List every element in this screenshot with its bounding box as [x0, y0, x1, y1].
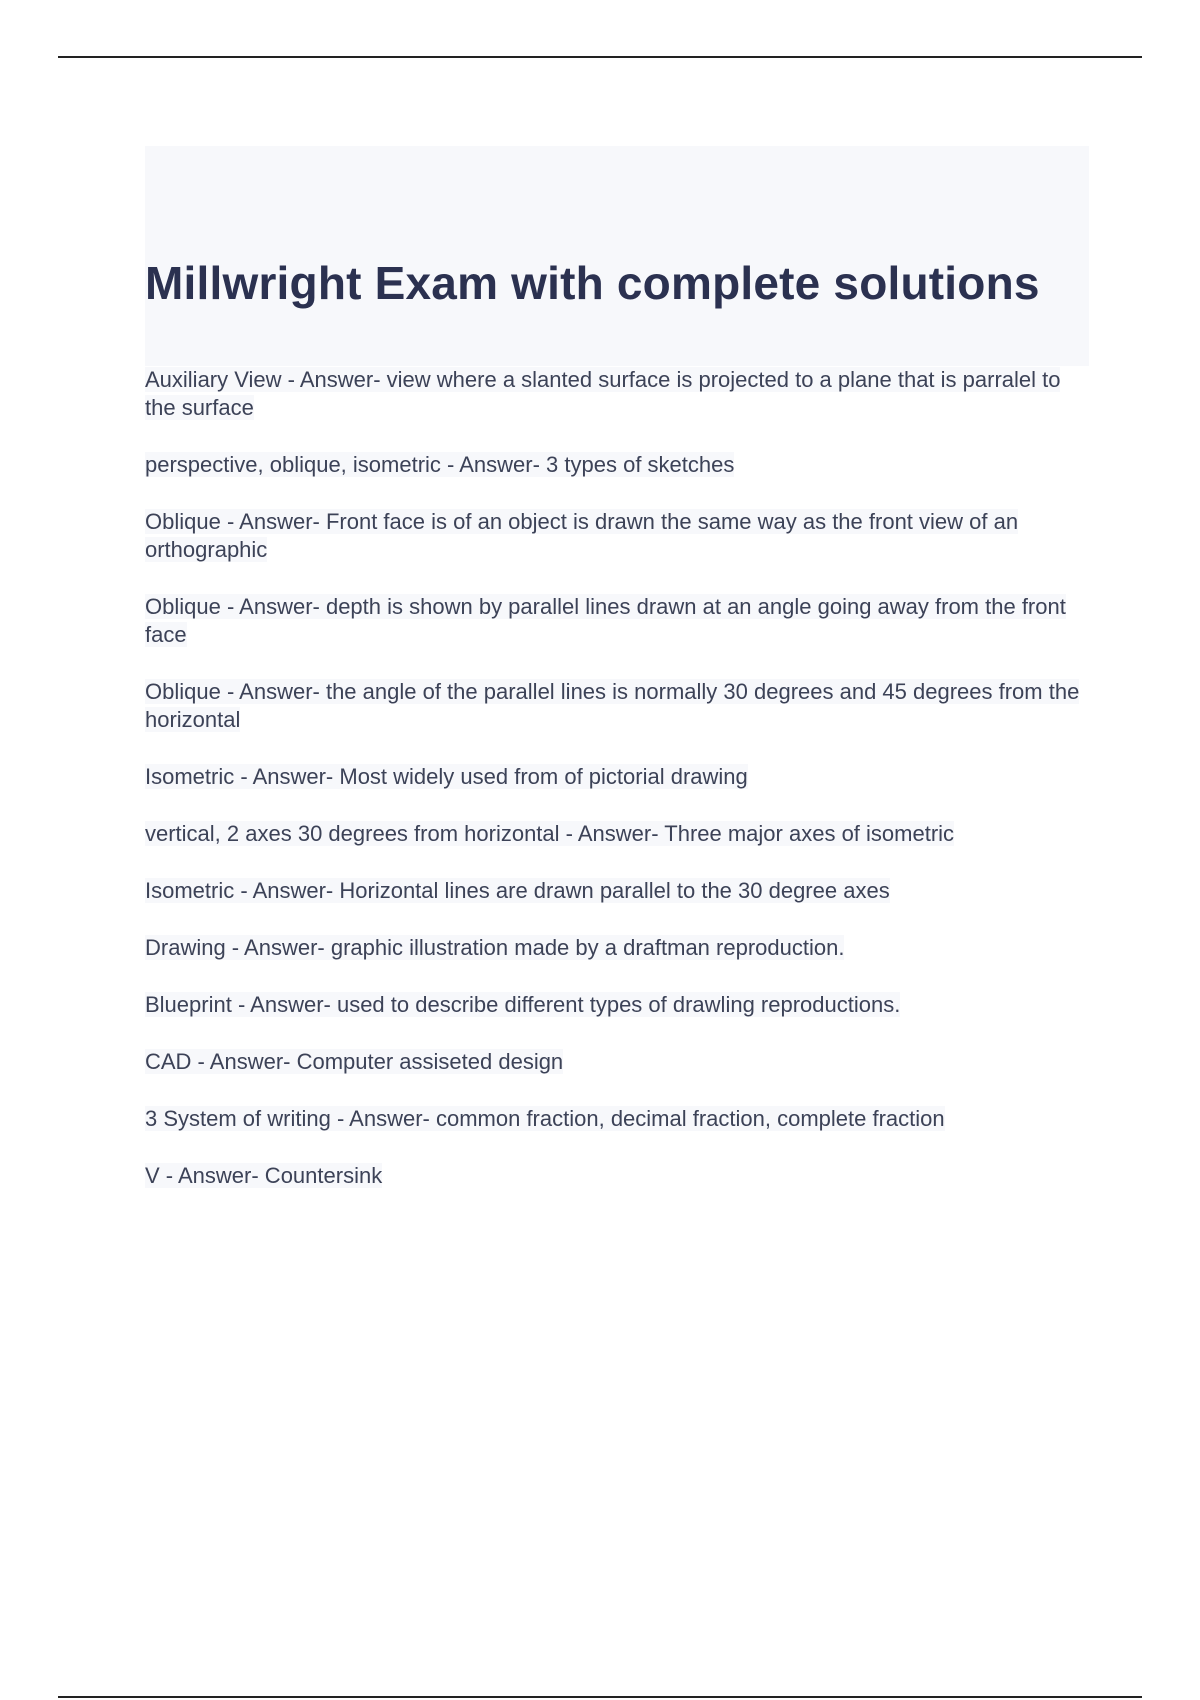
qa-item — [145, 451, 1089, 479]
qa-item — [145, 991, 1089, 1019]
qa-item — [145, 1048, 1089, 1076]
qa-list — [145, 366, 1089, 1219]
qa-item — [145, 593, 1089, 649]
qa-item-text: Oblique - Answer- the angle of the parallel lines is normally 30 degrees and 45 degrees from the horizontal — [145, 679, 1080, 732]
qa-item-text: Drawing - Answer- graphic illustration made by a draftman reproduction. — [145, 935, 845, 960]
qa-item-text: V - Answer- Countersink — [145, 1163, 383, 1188]
qa-item-text: perspective, oblique, isometric - Answer- 3 types of sketches — [145, 452, 735, 477]
title-block — [145, 146, 1089, 366]
qa-item-text: 3 System of writing - Answer- common fraction, decimal fraction, complete fraction — [145, 1106, 945, 1131]
qa-item-text: Isometric - Answer- Horizontal lines are drawn parallel to the 30 degree axes — [145, 878, 890, 903]
qa-item-text: vertical, 2 axes 30 degrees from horizontal - Answer- Three major axes of isometric — [145, 821, 955, 846]
qa-item — [145, 678, 1089, 734]
qa-item-text: Isometric - Answer- Most widely used from of pictorial drawing — [145, 764, 748, 789]
qa-item-text: Auxiliary View - Answer- view where a slanted surface is projected to a plane that is parralel to the surface — [145, 367, 1061, 420]
qa-item-text: Oblique - Answer- depth is shown by parallel lines drawn at an angle going away from the front face — [145, 594, 1066, 647]
qa-item — [145, 1105, 1089, 1133]
header-rule — [58, 56, 1142, 58]
qa-item — [145, 820, 1089, 848]
qa-item-text: Oblique - Answer- Front face is of an object is drawn the same way as the front view of an orthographic — [145, 509, 1019, 562]
qa-item — [145, 508, 1089, 564]
qa-item-text: Blueprint - Answer- used to describe different types of drawling reproductions. — [145, 992, 901, 1017]
qa-item — [145, 934, 1089, 962]
qa-item-text: CAD - Answer- Computer assiseted design — [145, 1049, 564, 1074]
qa-item — [145, 763, 1089, 791]
qa-item — [145, 366, 1089, 422]
document-title: Millwright Exam with complete solutions — [145, 257, 1040, 309]
qa-item — [145, 1162, 1089, 1190]
footer-rule — [58, 1696, 1142, 1698]
qa-item — [145, 877, 1089, 905]
